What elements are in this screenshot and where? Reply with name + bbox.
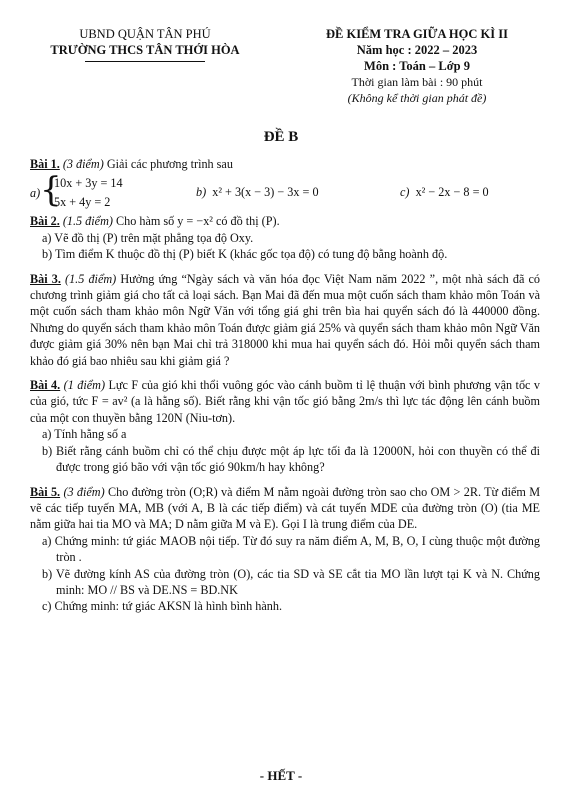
school-year: Năm học : 2022 – 2023 (356, 43, 478, 57)
spacer (30, 263, 540, 271)
question-5-points: (3 điểm) (63, 484, 105, 499)
equation-b (196, 184, 319, 200)
duration-note: (Không kể thời gian phát đề) (347, 91, 487, 105)
question-1-equations (30, 170, 540, 213)
exam-content (30, 156, 540, 615)
question-4 (30, 377, 540, 475)
question-2-part-a: a) Vẽ đồ thị (P) trên mặt phẳng tọa độ Oxy. (42, 230, 254, 245)
question-4-label: Bài 4. (30, 378, 61, 393)
exam-code: ĐỀ B (263, 129, 299, 145)
question-1-text: Giải các phương trình sau (103, 157, 233, 171)
equation-c-expr: x² − 2x − 8 = 0 (415, 185, 489, 200)
org-header (40, 26, 250, 62)
question-3 (30, 271, 540, 369)
question-3-points: (1.5 điểm) (65, 271, 117, 286)
header-divider (85, 61, 205, 62)
question-4-part-a: a) Tính hằng số a (42, 427, 127, 442)
equation-b-expr: x² + 3(x − 3) − 3x = 0 (212, 185, 319, 200)
duration: Thời gian làm bài : 90 phút (351, 75, 483, 89)
equation-a-line1: 10x + 3y = 14 (54, 176, 123, 191)
question-1-points: (3 điểm) (62, 157, 104, 171)
question-4-part-b: b) Biết rằng cánh buồm chỉ có thể chịu được một áp lực tối đa là 12000N, hỏi con thuyền có thể đi được trong gió bão với vận tốc gió 90km/h hay không? (42, 443, 540, 475)
question-3-text: Hưởng ứng “Ngày sách và văn hóa đọc Việt Nam năm 2022 ”, một nhà sách đã có chương trình giảm giá cho tất cả loại sách. Bạn Mai đã đến mua một cuốn sách tham khảo môn Toán và một cuốn sách tham khảo môn Ngữ Văn với tổng giá ghi trên bìa hai quyển sách đó là 440000 đồng. Nhưng do quyển sách tham khảo môn Toán được giảm giá 25% và quyển sách tham khảo môn Ngữ Văn được giảm giá 30% nên bạn Mai chỉ trả 318000 khi mua hai quyển sách đó. Hỏi mỗi quyển sách tham khảo đó giá bao nhiêu sau khi giảm giá ? (30, 271, 541, 368)
question-5 (30, 484, 540, 615)
question-2 (30, 213, 540, 262)
question-1 (30, 156, 540, 213)
equation-a-label: a) (30, 186, 41, 201)
question-2-text: Cho hàm số y = −x² có đồ thị (P). (112, 214, 280, 229)
equation-c-label: c) (400, 185, 410, 200)
subject: Môn : Toán – Lớp 9 (364, 59, 470, 73)
question-5-part-c: c) Chứng minh: tứ giác AKSN là hình bình hành. (42, 599, 283, 614)
question-5-part-a: a) Chứng minh: tứ giác MAOB nội tiếp. Từ đó suy ra năm điểm A, M, B, O, I cùng thuộc một đường tròn . (42, 533, 540, 565)
question-5-part-b: b) Vẽ đường kính AS của đường tròn (O), các tia SD và SE cắt tia MO lần lượt tại K và N. Chứng minh: MO // BS và DE.NS = BD.NK (42, 566, 540, 597)
district-name: UBND QUẬN TÂN PHÚ (79, 27, 211, 41)
exam-title: ĐỀ KIỂM TRA GIỮA HỌC KÌ II (326, 27, 508, 41)
spacer (30, 369, 540, 377)
question-2-points: (1.5 điểm) (62, 214, 113, 229)
question-3-label: Bài 3. (30, 271, 61, 286)
question-4-points: (1 điểm) (63, 378, 106, 393)
spacer (30, 476, 540, 484)
exam-header (292, 26, 542, 106)
equation-a-line2: 5x + 4y = 2 (54, 195, 111, 210)
equation-b-label: b) (196, 185, 207, 200)
system-brace: { (40, 170, 62, 211)
question-2-label: Bài 2. (30, 214, 60, 229)
end-marker: - HẾT - (259, 768, 303, 783)
question-4-text: Lực F của gió khi thổi vuông góc vào cánh buồm tỉ lệ thuận với bình phương vận tốc v của gió, tức F = av² (a là hằng số). Biết rằng khi vận tốc gió bằng 2m/s thì lực tác động lên cánh buồm của một con thuyền bằng 120N (Niu-tơn). (30, 378, 540, 425)
question-1-label: Bài 1. (30, 157, 60, 171)
question-5-label: Bài 5. (30, 484, 61, 499)
school-name: TRƯỜNG THCS TÂN THỚI HÒA (50, 43, 240, 57)
question-5-text: Cho đường tròn (O;R) và điểm M nằm ngoài đường tròn sao cho OM > 2R. Từ điểm M vẽ các tiếp tuyến MA, MB (với A, B là các tiếp điểm) và cát tuyến MDE của đường tròn (O) (tia ME nằm giữa hai tia MO và MA; D nằm giữa M và E). Gọi I là trung điểm của DE. (30, 484, 541, 532)
question-2-part-b: b) Tìm điểm K thuộc đồ thị (P) biết K (khác gốc tọa độ) có tung độ bằng hoành độ. (42, 247, 448, 262)
equation-c (400, 184, 489, 200)
